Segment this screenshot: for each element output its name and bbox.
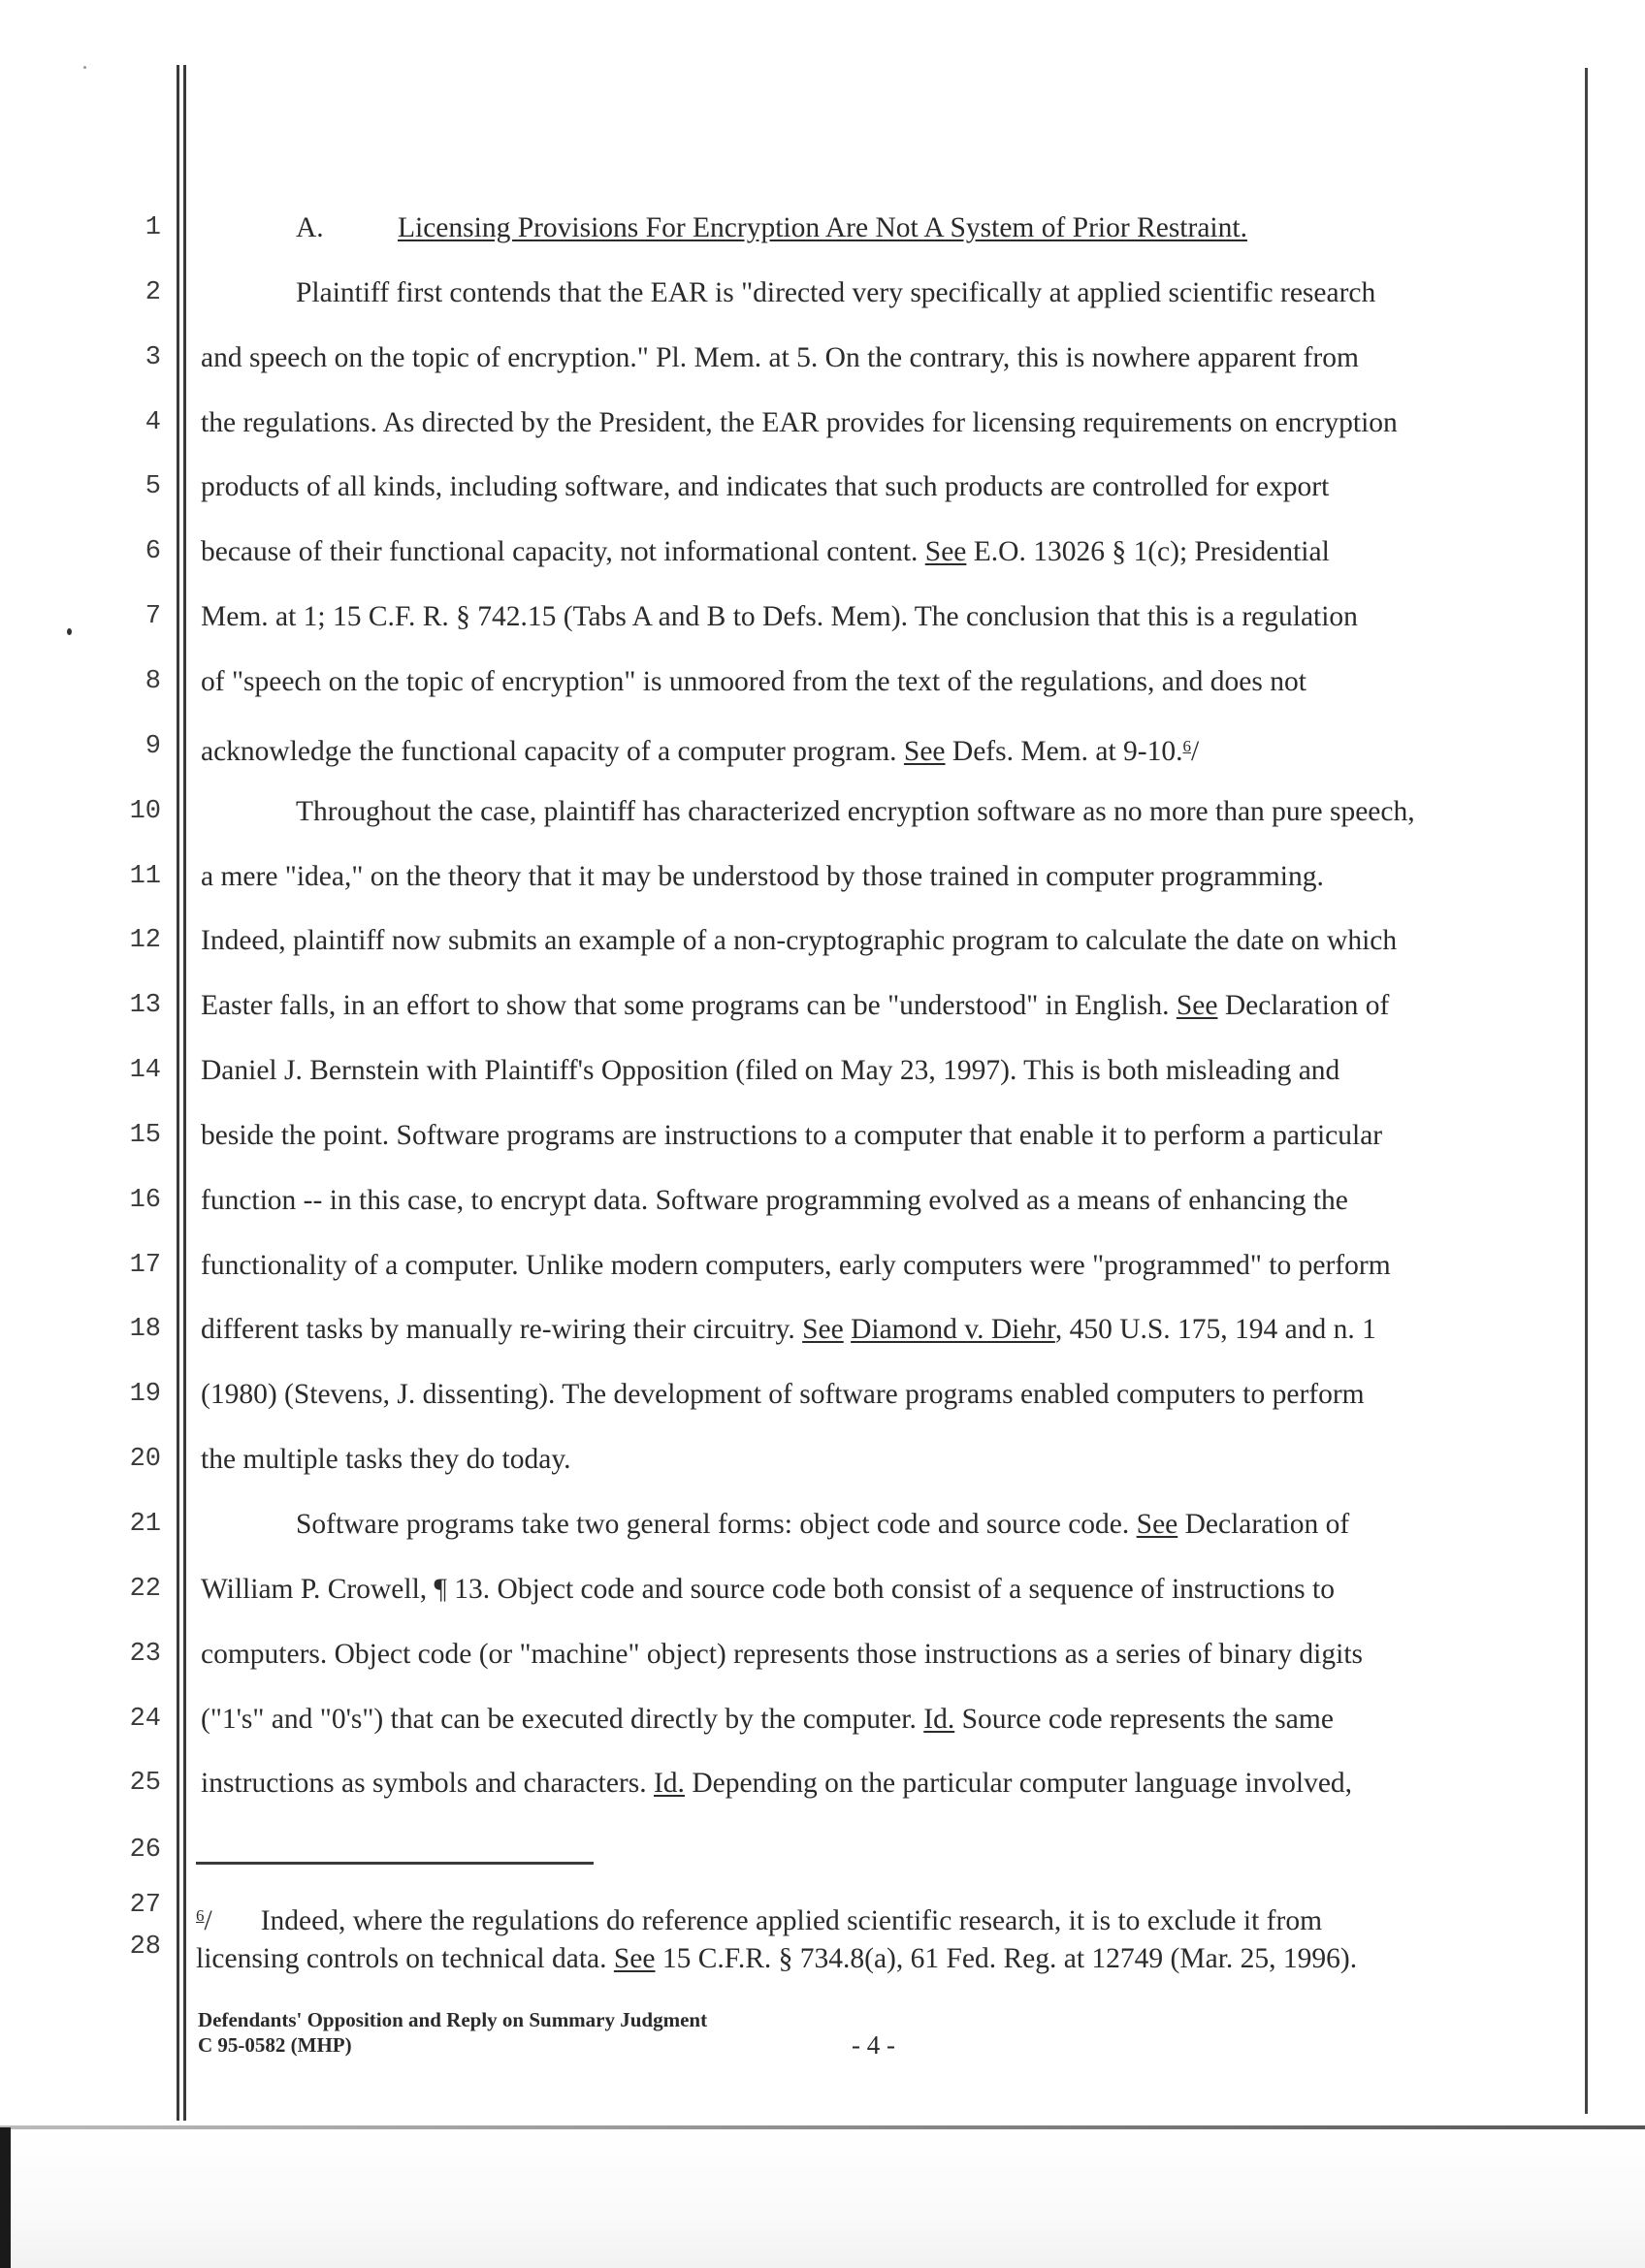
citation-underlined: See <box>802 1314 844 1346</box>
right-margin-rule <box>1585 68 1588 2114</box>
line-number: 8 <box>145 666 161 696</box>
footnote-text: Indeed, where the regulations do reference applied scientific research, it is to exclude it from <box>260 1905 1323 1936</box>
text-run: ("1's" and "0's") that can be executed directly by the computer. <box>201 1703 924 1735</box>
text-run: 15 C.F.R. § 734.8(a), 61 Fed. Reg. at 12749 (Mar. 25, 1996). <box>655 1943 1358 1974</box>
text-run: instructions as symbols and characters. <box>201 1768 654 1800</box>
body-line <box>201 1638 1363 1671</box>
line-number: 1 <box>145 213 161 242</box>
footnote-line-2 <box>196 1942 1357 1975</box>
footer-document-title: Defendants' Opposition and Reply on Summary Judgment <box>198 2008 708 2031</box>
body-line <box>201 924 1397 957</box>
footnote-line-1 <box>196 1900 1322 1937</box>
line-number: 4 <box>145 407 161 437</box>
text-run: / <box>1190 735 1200 767</box>
text-run: Easter falls, in an effort to show that some programs can be "understood" in English. <box>201 990 1177 1022</box>
citation-underlined: See <box>903 735 946 767</box>
citation-underlined: See <box>1176 990 1218 1022</box>
citation-underlined: See <box>613 1943 656 1974</box>
scan-speck <box>83 66 86 69</box>
line-number: 11 <box>129 861 161 891</box>
text-run: acknowledge the functional capacity of a computer program. <box>201 735 904 767</box>
body-line <box>201 860 1324 893</box>
scanner-bed-area <box>11 2129 1645 2268</box>
left-margin-double-rule-outer <box>177 65 179 2121</box>
body-line <box>201 1443 571 1476</box>
line-number: 7 <box>145 602 161 632</box>
line-number: 19 <box>129 1380 161 1410</box>
line-number: 20 <box>129 1445 161 1475</box>
text-run: and speech on the topic of encryption." Pl. Mem. at 5. On the contrary, this is nowhere apparent from <box>201 341 1359 373</box>
text-run: beside the point. Software programs are instructions to a computer that enable it to perform a particular <box>201 1119 1383 1151</box>
citation-underlined: Diamond v. Diehr <box>851 1314 1055 1346</box>
text-run: E.O. 13026 § 1(c); Presidential <box>966 536 1330 568</box>
line-number: 26 <box>129 1836 161 1865</box>
line-number: 14 <box>129 1056 161 1086</box>
body-line <box>201 1378 1365 1411</box>
text-run: functionality of a computer. Unlike modern computers, early computers were "programmed" to perform <box>201 1249 1391 1281</box>
text-run: the regulations. As directed by the President, the EAR provides for licensing requirements on encryption <box>201 406 1398 438</box>
footer-case-number: C 95-0582 (MHP) <box>198 2033 352 2057</box>
body-line <box>201 1313 1376 1346</box>
text-run: Depending on the particular computer language involved, <box>684 1768 1353 1800</box>
line-number: 28 <box>129 1933 161 1962</box>
body-line <box>201 989 1389 1022</box>
text-run: the multiple tasks they do today. <box>201 1444 571 1476</box>
body-line <box>296 276 1375 309</box>
text-run: Throughout the case, plaintiff has characterized encryption software as no more than pure speech, <box>296 795 1415 827</box>
line-number: 22 <box>129 1574 161 1604</box>
citation-underlined: See <box>924 536 967 568</box>
line-number: 23 <box>129 1639 161 1669</box>
text-run: Plaintiff first contends that the EAR is "directed very specifically at applied scientific research <box>296 276 1376 308</box>
footnote-separator <box>196 1862 594 1865</box>
body-line <box>201 470 1329 503</box>
body-line <box>201 1249 1391 1282</box>
text-run: Defs. Mem. at 9-10. <box>945 735 1183 767</box>
text-run: licensing controls on technical data. <box>196 1943 614 1974</box>
text-run: different tasks by manually re-wiring their circuitry. <box>201 1314 803 1346</box>
body-line <box>201 1184 1348 1217</box>
scanner-shadow-bar <box>0 2127 11 2268</box>
body-line <box>201 665 1306 698</box>
body-line <box>201 1703 1334 1736</box>
line-number: 25 <box>129 1769 161 1799</box>
body-line <box>201 341 1359 374</box>
line-number: 17 <box>129 1250 161 1280</box>
line-number: 27 <box>129 1891 161 1920</box>
footer-page-number: - 4 - <box>852 2030 895 2060</box>
line-number: 9 <box>145 731 161 761</box>
line-number: 12 <box>129 926 161 956</box>
citation-underlined: See <box>1136 1509 1178 1540</box>
line-number: 18 <box>129 1315 161 1345</box>
line-number: 24 <box>129 1704 161 1734</box>
line-number: 2 <box>145 277 161 307</box>
line-number: 21 <box>129 1510 161 1539</box>
body-line <box>201 600 1358 633</box>
text-run: function -- in this case, to encrypt data. Software programming evolved as a means of enhancing the <box>201 1184 1348 1216</box>
text-run <box>844 1314 851 1345</box>
line-number: 3 <box>145 342 161 372</box>
text-run: William P. Crowell, ¶ 13. Object code and source code both consist of a sequence of instructions to <box>201 1573 1335 1605</box>
text-run: Source code represents the same <box>954 1703 1334 1735</box>
body-line <box>201 406 1398 439</box>
body-line <box>296 795 1415 828</box>
line-number: 6 <box>145 537 161 567</box>
line-number: 13 <box>129 991 161 1021</box>
text-run: a mere "idea," on the theory that it may be understood by those trained in computer programming. <box>201 860 1324 892</box>
body-line <box>201 730 1199 768</box>
text-run: , 450 U.S. 175, 194 and n. 1 <box>1054 1314 1376 1346</box>
text-run: (1980) (Stevens, J. dissenting). The development of software programs enabled computers to perform <box>201 1379 1365 1411</box>
text-run: computers. Object code (or "machine" object) represents those instructions as a series of binary digits <box>201 1638 1363 1670</box>
text-run: because of their functional capacity, not informational content. <box>201 536 925 568</box>
citation-underlined: Id. <box>923 1703 955 1735</box>
text-run: Indeed, plaintiff now submits an example of a non-cryptographic program to calculate the date on which <box>201 925 1398 957</box>
section-heading: Licensing Provisions For Encryption Are Not A System of Prior Restraint. <box>398 212 1247 243</box>
body-line <box>201 1767 1352 1800</box>
left-margin-double-rule-inner <box>183 65 186 2121</box>
scan-speck <box>67 628 72 635</box>
text-run: Software programs take two general forms: object code and source code. <box>296 1509 1137 1540</box>
body-line <box>201 535 1330 568</box>
text-run: Declaration of <box>1177 1509 1350 1540</box>
line-number: 10 <box>129 796 161 826</box>
body-line <box>201 1573 1335 1606</box>
text-run: Declaration of <box>1217 990 1390 1022</box>
footnote-reference: 6 <box>1182 736 1191 755</box>
body-line <box>201 1054 1339 1087</box>
footnote-marker: $^6$/ <box>196 1905 212 1936</box>
text-run: products of all kinds, including software, and indicates that such products are controlled for export <box>201 471 1330 503</box>
body-line <box>201 1119 1382 1152</box>
section-letter: A. <box>296 212 324 243</box>
citation-underlined: Id. <box>653 1768 685 1800</box>
line-number: 5 <box>145 472 161 502</box>
text-run: of "speech on the topic of encryption" is unmoored from the text of the regulations, and does not <box>201 665 1306 697</box>
body-line <box>296 1508 1349 1541</box>
line-number: 16 <box>129 1185 161 1215</box>
text-run: Daniel J. Bernstein with Plaintiff's Opposition (filed on May 23, 1997). This is both misleading and <box>201 1055 1340 1087</box>
text-run: Mem. at 1; 15 C.F. R. § 742.15 (Tabs A and B to Defs. Mem). The conclusion that this is a regulation <box>201 601 1358 633</box>
line-number: 15 <box>129 1120 161 1150</box>
